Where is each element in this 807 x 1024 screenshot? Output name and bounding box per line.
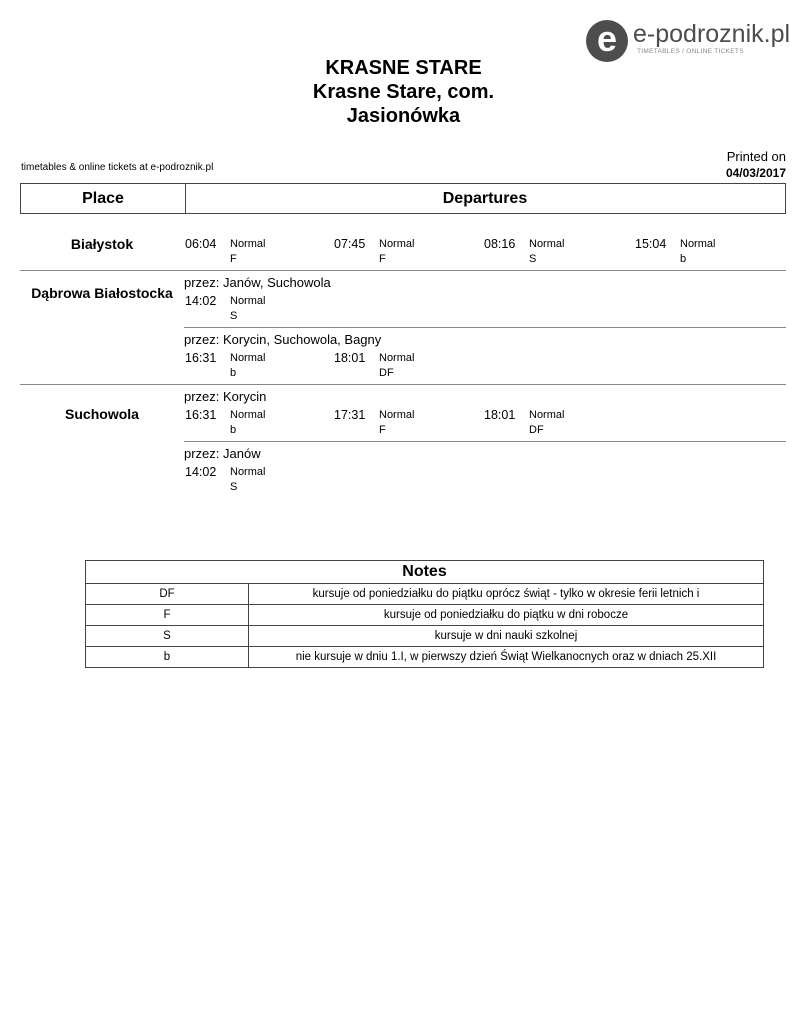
departure <box>185 294 335 324</box>
departure-type: Normal <box>379 238 415 250</box>
departure-note: S <box>230 481 238 493</box>
via-route: przez: Korycin, Suchowola, Bagny <box>184 332 382 347</box>
column-place: Place <box>21 184 186 213</box>
title-commune: Krasne Stare, com. <box>312 81 495 103</box>
departure-type: Normal <box>230 409 266 421</box>
departure-time: 18:01 <box>334 351 366 365</box>
departure-time: 17:31 <box>334 408 366 422</box>
departure-time: 06:04 <box>185 237 217 251</box>
place-bialystok: Białystok <box>70 236 134 252</box>
departures-table-header <box>20 183 786 214</box>
departure-note: S <box>529 253 537 265</box>
column-departures: Departures <box>442 190 528 207</box>
departure <box>635 237 785 267</box>
note-code: DF <box>86 584 249 605</box>
departure <box>334 351 484 381</box>
note-text: nie kursuje w dniu 1.I, w pierwszy dzień Świąt Wielkanocnych oraz w dniach 25.XII <box>249 647 764 668</box>
departure-time: 14:02 <box>185 465 217 479</box>
departure-note: b <box>230 424 237 436</box>
departure-type: Normal <box>230 295 266 307</box>
note-row <box>86 626 764 647</box>
note-text: kursuje od poniedziałku do piątku w dni robocze <box>249 605 764 626</box>
departure-time: 14:02 <box>185 294 217 308</box>
note-code: b <box>86 647 249 668</box>
printed-info <box>726 148 786 182</box>
group-divider <box>184 327 786 328</box>
departure-time: 08:16 <box>484 237 516 251</box>
departure-note: b <box>680 253 687 265</box>
departure-note: DF <box>529 424 544 436</box>
departure-note: S <box>230 310 238 322</box>
via-route: przez: Janów, Suchowola <box>184 275 331 290</box>
note-row <box>86 584 764 605</box>
via-route: przez: Korycin <box>184 389 267 404</box>
logo-e-icon: e <box>586 20 628 62</box>
departure-type: Normal <box>230 238 266 250</box>
place-dabrowa-bialostocka: Dąbrowa Białostocka <box>31 285 173 301</box>
departure-note: F <box>230 253 237 265</box>
departure-time: 15:04 <box>635 237 667 251</box>
departure-type: Normal <box>230 352 266 364</box>
departure-type: Normal <box>680 238 716 250</box>
printed-date: 04/03/2017 <box>725 166 786 180</box>
departure-note: DF <box>379 367 394 379</box>
departure <box>484 237 634 267</box>
note-text: kursuje od poniedziałku do piątku oprócz świąt - tylko w okresie ferii letnich i <box>249 584 764 605</box>
departure-type: Normal <box>529 238 565 250</box>
departure <box>185 237 335 267</box>
departure-type: Normal <box>529 409 565 421</box>
departure-note: F <box>379 253 386 265</box>
row-divider <box>20 270 786 271</box>
site-note: timetables & online tickets at e-podroznik.pl <box>21 162 214 173</box>
printed-label: Printed on <box>726 149 786 164</box>
departure <box>185 351 335 381</box>
row-divider <box>20 384 786 385</box>
note-text: kursuje w dni nauki szkolnej <box>249 626 764 647</box>
note-row <box>86 605 764 626</box>
logo-name: e-podroznik.pl <box>633 20 791 48</box>
note-code: S <box>86 626 249 647</box>
notes-title: Notes <box>86 561 764 584</box>
departure-type: Normal <box>379 409 415 421</box>
title-stop: KRASNE STARE <box>325 57 482 79</box>
note-code: F <box>86 605 249 626</box>
departure-time: 18:01 <box>484 408 516 422</box>
departure-note: b <box>230 367 237 379</box>
place-suchowola: Suchowola <box>65 406 139 422</box>
logo-tagline: TIMETABLES / ONLINE TICKETS <box>637 48 744 55</box>
departure-note: F <box>379 424 386 436</box>
departure-type: Normal <box>230 466 266 478</box>
group-divider <box>184 441 786 442</box>
note-row <box>86 647 764 668</box>
departure-type: Normal <box>379 352 415 364</box>
page-title <box>0 56 807 128</box>
departure-time: 16:31 <box>185 408 217 422</box>
departure <box>484 408 634 438</box>
notes-header-row <box>86 561 764 584</box>
notes-table <box>85 560 764 668</box>
departure-time: 07:45 <box>334 237 366 251</box>
title-direction: Jasionówka <box>346 105 461 127</box>
via-route: przez: Janów <box>184 446 261 461</box>
departure <box>334 408 484 438</box>
departure <box>334 237 484 267</box>
departure <box>185 408 335 438</box>
departure-time: 16:31 <box>185 351 217 365</box>
departure <box>185 465 335 495</box>
